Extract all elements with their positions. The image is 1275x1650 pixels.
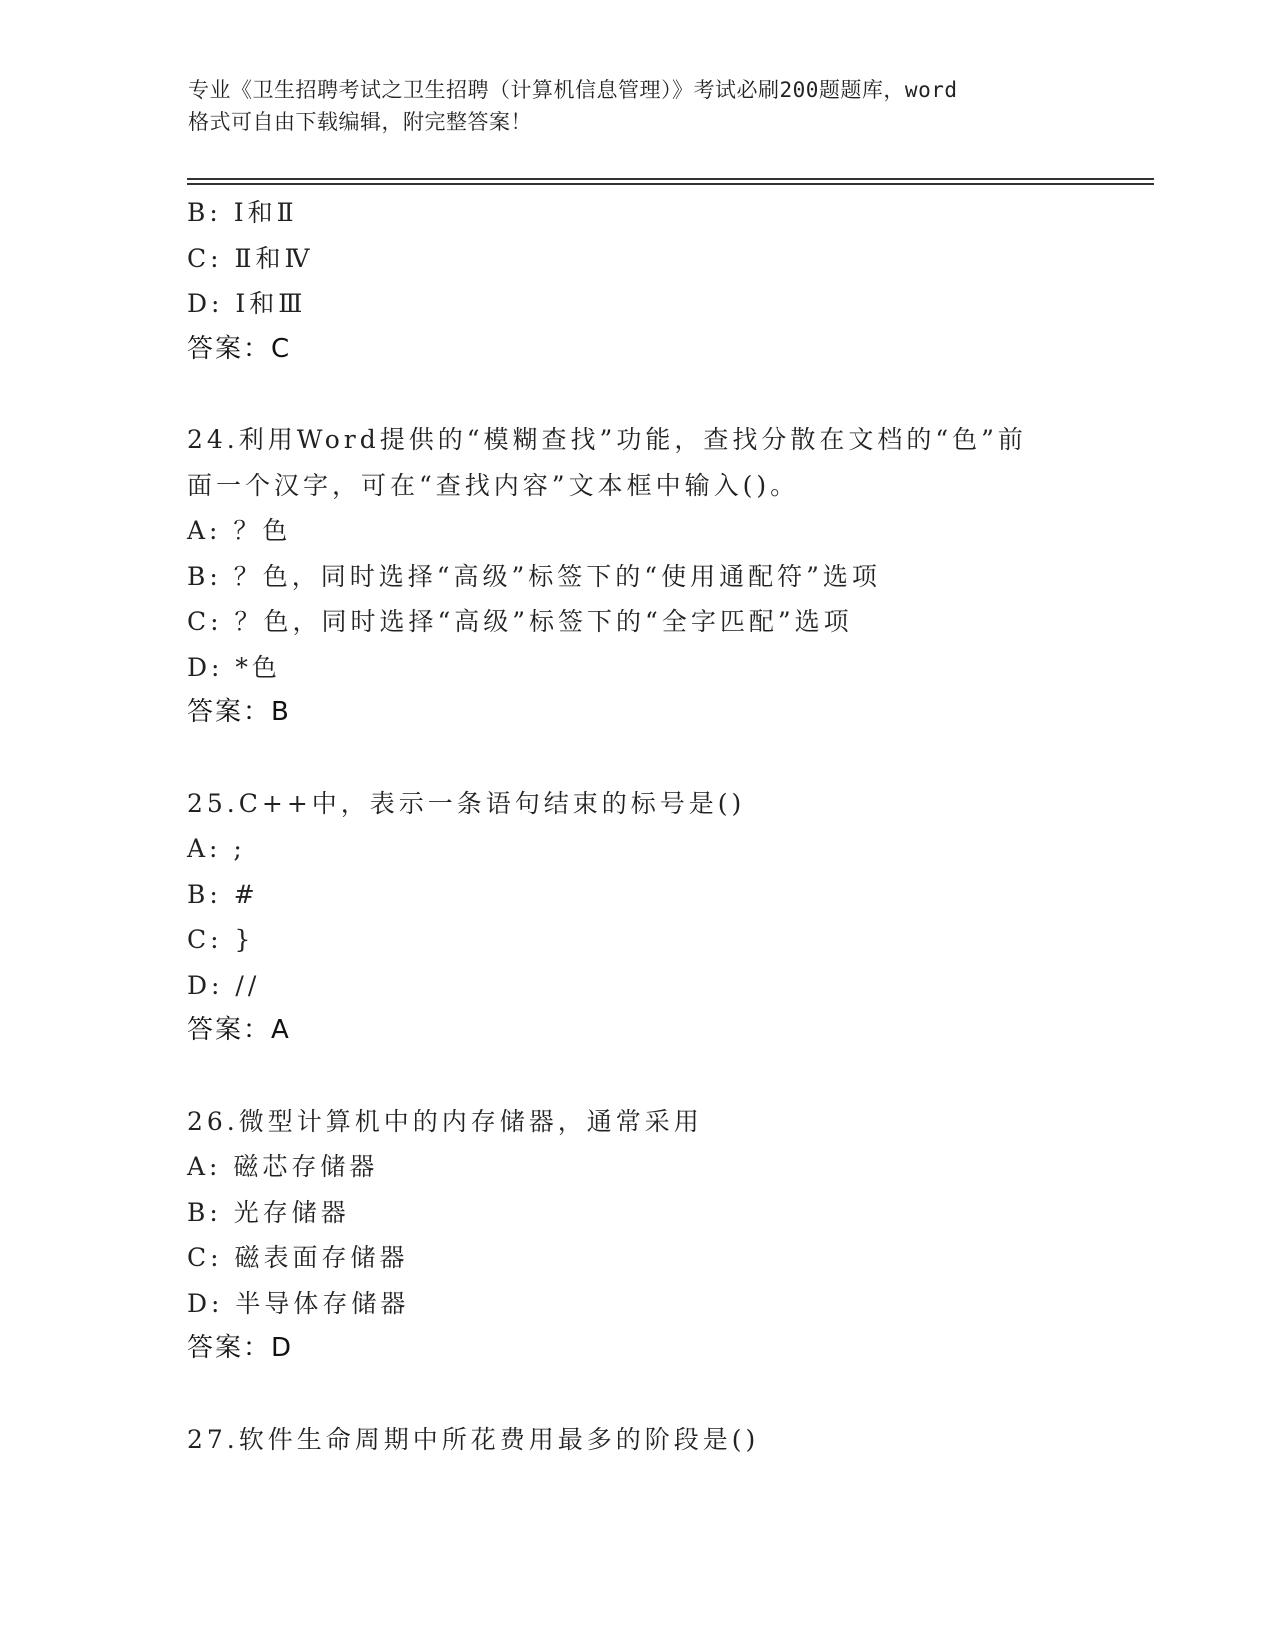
option-c: C: ？色，同时选择“高级”标签下的“全字匹配”选项 (187, 607, 853, 636)
spacer (187, 1054, 1147, 1099)
option-c: C: Ⅱ和Ⅳ (187, 243, 314, 273)
question-25 (187, 781, 1147, 1054)
header-line-2: 格式可自由下载编辑，附完整答案！ (188, 110, 532, 134)
option-d: D: *色 (187, 652, 281, 682)
spacer (187, 1372, 1147, 1417)
question-stem: 27.软件生命周期中所花费用最多的阶段是() (187, 1424, 760, 1454)
question-stem: 25.C++中，表示一条语句结束的标号是() (187, 788, 746, 818)
question-26 (187, 1099, 1147, 1372)
answer-line: 答案：D (187, 1333, 294, 1363)
question-24 (187, 417, 1147, 736)
option-b: B: # (187, 879, 259, 909)
option-d: D: Ⅰ和Ⅲ (187, 289, 307, 318)
document-body (187, 190, 1147, 1462)
header-line-1: 专业《卫生招聘考试之卫生招聘（计算机信息管理）》考试必刷200题题库，word (188, 78, 958, 102)
answer-line: 答案：A (187, 1015, 291, 1045)
question-27 (187, 1417, 1147, 1463)
header-rule-top (187, 178, 1154, 180)
option-d: D: // (187, 970, 261, 1000)
option-b: B: 光存储器 (187, 1197, 350, 1227)
question-stem: 面一个汉字，可在“查找内容”文本框中输入()。 (187, 470, 800, 500)
answer-line: 答案：B (187, 697, 291, 727)
option-c: C: 磁表面存储器 (187, 1243, 409, 1272)
option-a: A: ; (187, 834, 246, 863)
header-rule-bottom (187, 183, 1154, 185)
question-23-continued (187, 190, 1147, 372)
option-a: A: ？色 (187, 516, 292, 545)
answer-line: 答案：C (187, 333, 292, 364)
question-stem: 26.微型计算机中的内存储器，通常采用 (187, 1106, 703, 1136)
option-b: B: ？色，同时选择“高级”标签下的“使用通配符”选项 (187, 561, 881, 591)
question-stem: 24.利用Word提供的“模糊查找”功能，查找分散在文档的“色”前 (187, 425, 1027, 454)
document-header (188, 74, 1088, 138)
option-d: D: 半导体存储器 (187, 1288, 410, 1318)
spacer (187, 736, 1147, 781)
option-b: B: Ⅰ和Ⅱ (187, 198, 298, 227)
option-a: A: 磁芯存储器 (187, 1152, 379, 1181)
spacer (187, 372, 1147, 417)
option-c: C: } (187, 925, 255, 954)
